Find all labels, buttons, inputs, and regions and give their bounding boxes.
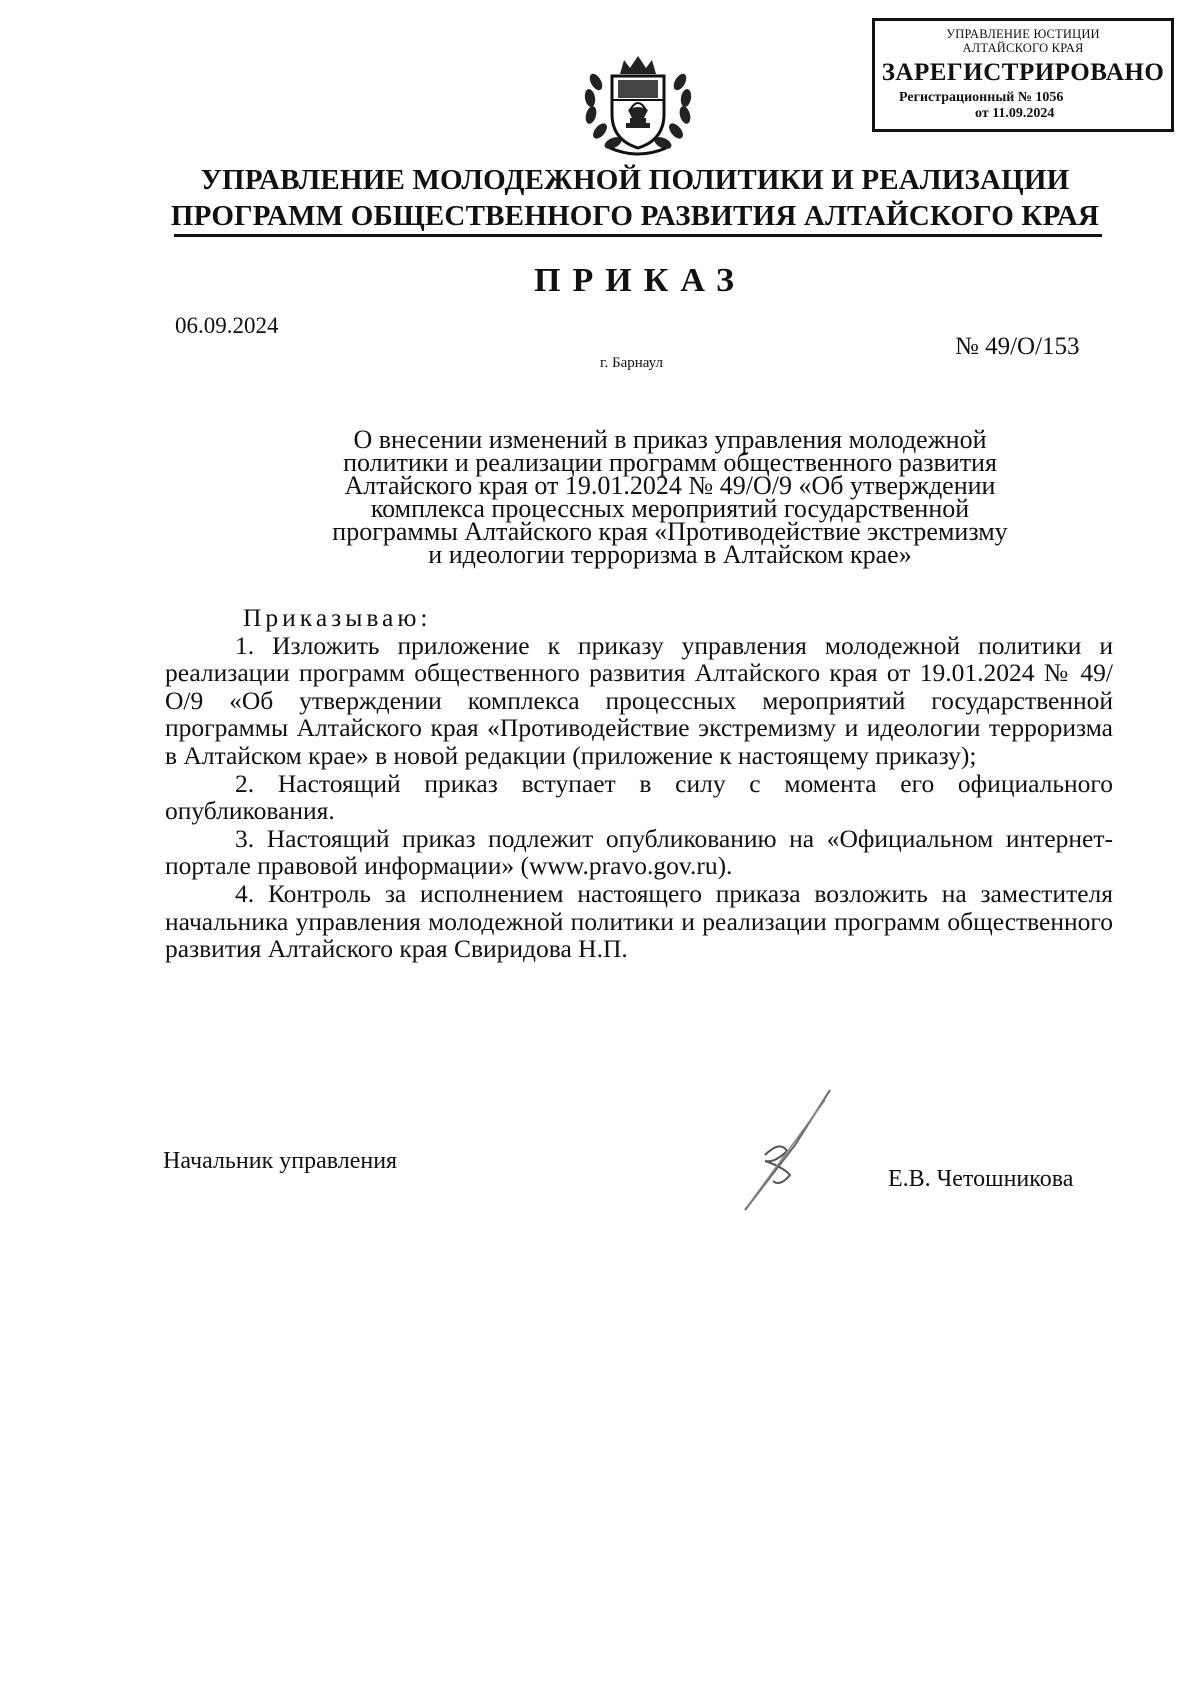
organization-name-line1: УПРАВЛЕНИЕ МОЛОДЕЖНОЙ ПОЛИТИКИ И РЕАЛИЗАЦИИ — [200, 164, 1070, 196]
stamp-department-line1: УПРАВЛЕНИЕ ЮСТИЦИИ — [946, 27, 1100, 41]
stamp-department-line2: АЛТАЙСКОГО КРАЯ — [962, 41, 1084, 55]
subject-line: комплекса процессных мероприятий государственной — [370, 494, 970, 523]
stamp-department — [875, 27, 1171, 55]
order-item: 2. Настоящий приказ вступает в силу с момента его официального опубликования. — [165, 768, 1113, 826]
signer-name: Е.В. Четошникова — [888, 1166, 1074, 1192]
order-item: 3. Настоящий приказ подлежит опубликованию на «Официальном интернет-портале правовой информации» (www.pravo.gov.ru). — [165, 823, 1113, 881]
subject-line: О внесении изменений в приказ управления молодежной — [353, 425, 987, 454]
stamp-status: ЗАРЕГИСТРИРОВАНО — [881, 59, 1165, 86]
document-body — [165, 604, 1113, 963]
order-item: 4. Контроль за исполнением настоящего приказа возложить на заместителя начальника управления молодежной политики и реализации программ общественного развития Алтайского края Свиридова Н.П. — [165, 878, 1113, 964]
organization-name-line2: ПРОГРАММ ОБЩЕСТВЕННОГО РАЗВИТИЯ АЛТАЙСКОГО КРАЯ — [170, 200, 1100, 232]
header-divider — [174, 234, 1102, 237]
subject-line: программы Алтайского края «Противодействие экстремизму — [332, 517, 1008, 546]
document-title: ПРИКАЗ — [534, 262, 746, 299]
subject-line: политики и реализации программ общественного развития — [343, 448, 997, 477]
subject-line: и идеологии терроризма в Алтайском крае» — [428, 540, 912, 569]
signer-position: Начальник управления — [163, 1148, 398, 1174]
order-item: 1. Изложить приложение к приказу управления молодежной политики и реализации программ общественного развития Алтайского края от 19.01.2024 № 49/О/9 «Об утверждении комплекса процессных мероприятий государственной программы Алтайского края «Противодействие экстремизму и идеологии терроризма в Алтайском крае» в новой редакции (приложение к настоящему приказу); — [165, 630, 1113, 770]
document-subject — [290, 425, 1050, 569]
handwritten-signature — [735, 1085, 845, 1215]
organization-name — [170, 162, 1100, 234]
order-word: Приказываю: — [243, 603, 432, 632]
coat-of-arms-icon — [580, 52, 696, 156]
document-number: № 49/О/153 — [955, 333, 1080, 360]
stamp-registration-date: от 11.09.2024 — [975, 106, 1055, 121]
document-date: 06.09.2024 — [175, 313, 279, 338]
registration-stamp — [872, 18, 1174, 132]
document-city: г. Барнаул — [600, 355, 663, 371]
subject-line: Алтайского края от 19.01.2024 № 49/О/9 «Об утверждении — [344, 471, 996, 500]
stamp-registration-number: Регистрационный № 1056 — [899, 90, 1064, 105]
